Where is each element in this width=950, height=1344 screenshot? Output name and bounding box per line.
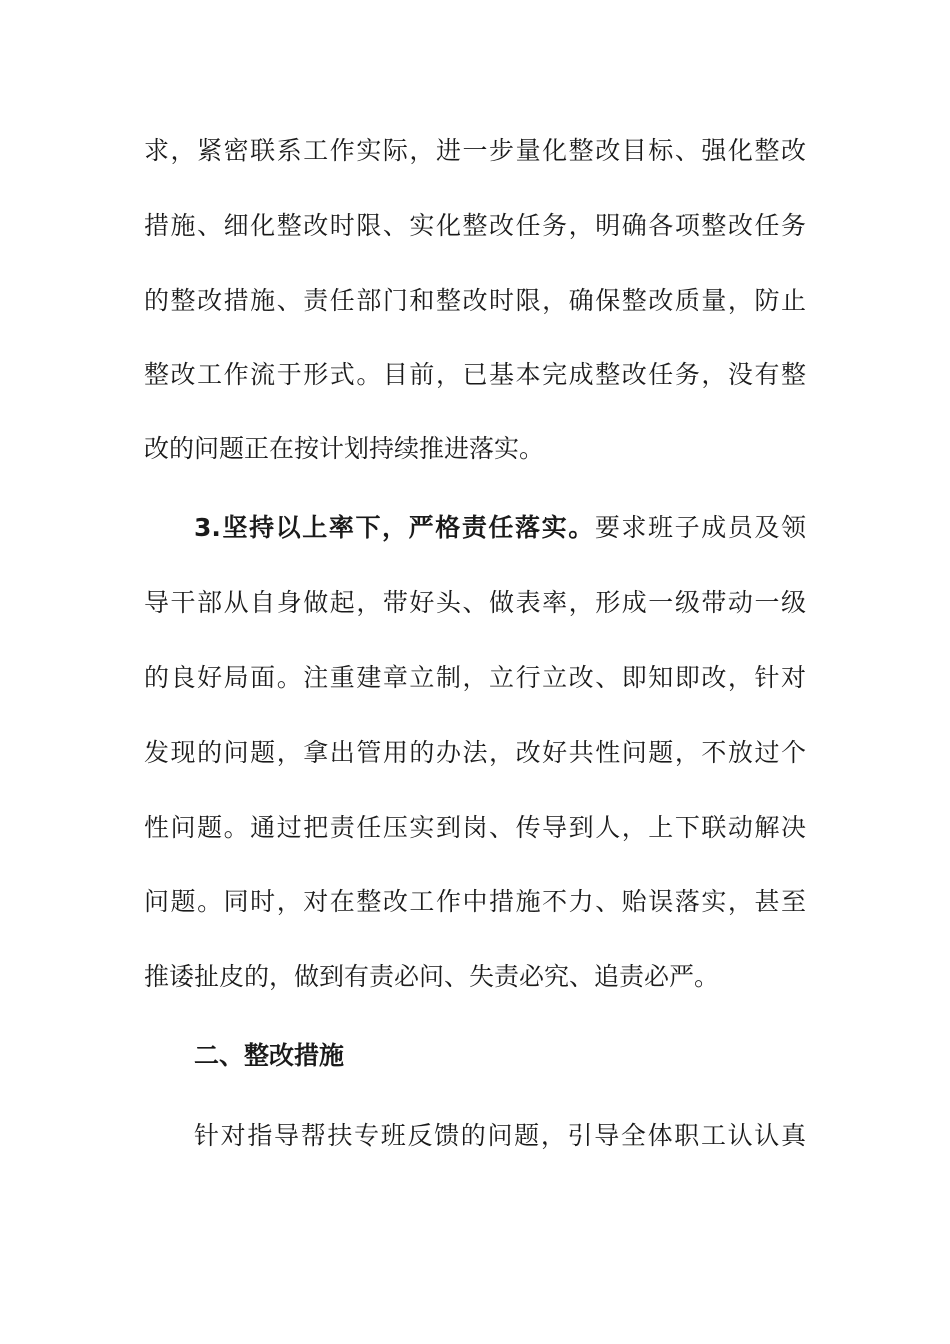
paragraph-1-line-1: 求，紧密联系工作实际，进一步量化整改目标、强化整改: [144, 136, 806, 165]
paragraph-1-line-3: 的整改措施、责任部门和整改时限，确保整改质量，防止: [144, 286, 806, 315]
paragraph-1-line-2: 措施、细化整改时限、实化整改任务，明确各项整改任务: [144, 211, 806, 240]
paragraph-2-line-4: 发现的问题，拿出管用的办法，改好共性问题，不放过个: [144, 738, 806, 767]
paragraph-2-first-line-rest: 要求班子成员及领: [594, 513, 806, 542]
paragraph-2-heading: 3.坚持以上率下，严格责任落实。: [194, 513, 595, 542]
paragraph-2-line-5: 性问题。通过把责任压实到岗、传导到人，上下联动解决: [144, 813, 806, 842]
paragraph-2-line-3: 的良好局面。注重建章立制，立行立改、即知即改，针对: [144, 663, 806, 692]
paragraph-1-line-4: 整改工作流于形式。目前，已基本完成整改任务，没有整: [144, 360, 806, 389]
paragraph-2-line-6: 问题。同时，对在整改工作中措施不力、贻误落实，甚至: [144, 887, 806, 916]
section-heading: 二、整改措施: [194, 1041, 345, 1070]
paragraph-2-line-2: 导干部从自身做起，带好头、做表率，形成一级带动一级: [144, 588, 806, 617]
paragraph-1-line-5: 改的问题正在按计划持续推进落实。: [144, 434, 545, 463]
paragraph-2-first-line: [194, 511, 806, 545]
paragraph-3-first-line: 针对指导帮扶专班反馈的问题，引导全体职工认认真: [194, 1121, 806, 1150]
paragraph-2-line-7: 推诿扯皮的，做到有责必问、失责必究、追责必严。: [144, 962, 720, 991]
